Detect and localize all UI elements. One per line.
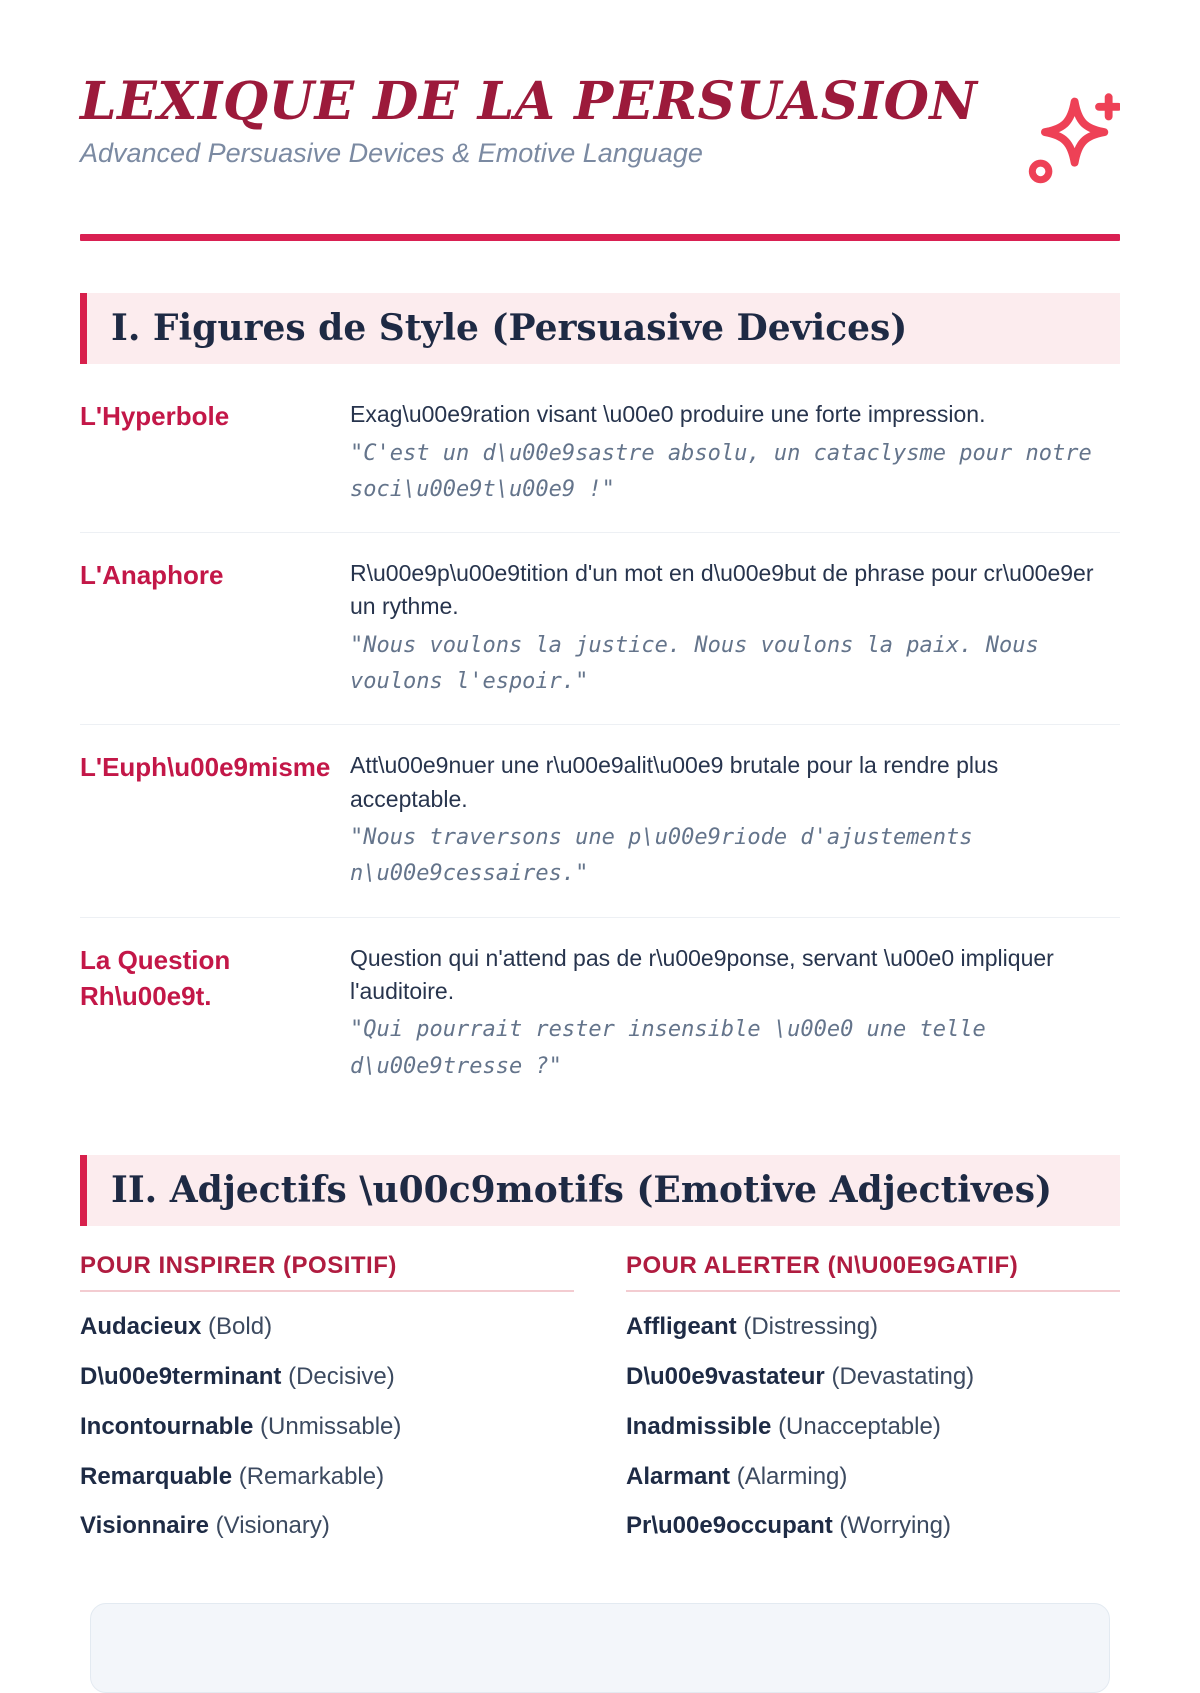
adjective-translation: (Devastating) [831,1362,975,1390]
adjective-column-heading: POUR INSPIRER (POSITIF) [80,1252,574,1292]
adjective-word: Inadmissible [626,1412,772,1440]
adjective-word: Pr\u00e9occupant [626,1512,833,1540]
adjective-columns [80,1252,1120,1541]
adjective-items [80,1313,574,1541]
adjective-translation: (Bold) [208,1313,273,1341]
adjective-item [80,1512,574,1541]
figure-example: "C'est un d\u00e9sastre absolu, un cataclysme pour notre soci\u00e9t\u00e9 !" [350,440,1092,502]
adjective-item [626,1463,1120,1492]
adjective-column [80,1252,574,1541]
figure-text-block [350,749,1120,892]
adjective-column-heading: POUR ALERTER (N\U00E9GATIF) [626,1252,1120,1292]
adjective-word: Remarquable [80,1462,233,1490]
adjective-item [80,1463,574,1492]
section-1-title: I. Figures de Style (Persuasive Devices) [80,293,1120,364]
figure-entry [80,724,1120,916]
header [80,0,1120,241]
adjective-translation: (Remarkable) [238,1462,385,1490]
adjective-item [80,1363,574,1392]
figure-example: "Nous traversons une p\u00e9riode d'ajustements n\u00e9cessaires." [350,825,973,887]
adjective-column [626,1252,1120,1541]
title-block [80,72,977,169]
adjective-word: Audacieux [80,1313,202,1341]
adjective-word: Incontournable [80,1412,254,1440]
adjective-translation: (Unacceptable) [778,1412,941,1440]
header-rule [80,234,1120,241]
sparkle-icon [1024,90,1120,190]
adjective-item [626,1313,1120,1342]
adjective-item [80,1313,574,1342]
adjective-translation: (Alarming) [736,1462,848,1490]
figure-text-block [350,942,1120,1085]
adjective-translation: (Unmissable) [260,1412,402,1440]
figure-entry [80,532,1120,724]
section-2-title: II. Adjectifs \u00c9motifs (Emotive Adjectives) [80,1155,1120,1226]
adjective-word: D\u00e9vastateur [626,1362,825,1390]
figure-term: L'Hyperbole [80,401,230,432]
figure-term: L'Euph\u00e9misme [80,752,331,783]
figure-term: L'Anaphore [80,560,224,591]
adjective-translation: (Decisive) [288,1362,395,1390]
figure-definition: Exag\u00e9ration visant \u00e0 produire une forte impression. [350,401,986,428]
figure-text-block [350,398,1120,508]
adjective-word: D\u00e9terminant [80,1362,282,1390]
figures-list [80,392,1120,1109]
figure-definition: R\u00e9p\u00e9tition d'un mot en d\u00e9but de phrase pour cr\u00e9er un rythme. [350,560,1094,620]
figure-example: "Qui pourrait rester insensible \u00e0 une telle d\u00e9tresse ?" [350,1017,986,1079]
page-title: LEXIQUE DE LA PERSUASION [80,71,978,132]
section-adjectifs-emotifs [80,1155,1120,1541]
figure-entry [80,917,1120,1109]
figure-text-block [350,557,1120,700]
figure-definition: Question qui n'attend pas de r\u00e9ponse, servant \u00e0 impliquer l'auditoire. [350,944,1054,1005]
adjective-word: Affligeant [626,1313,737,1341]
adjective-translation: (Distressing) [743,1313,879,1341]
adjective-word: Visionnaire [80,1512,209,1540]
adjective-translation: (Visionary) [215,1512,330,1540]
figure-example: "Nous voulons la justice. Nous voulons la paix. Nous voulons l'espoir." [350,632,1039,695]
adjective-item [80,1413,574,1442]
adjective-item [626,1413,1120,1442]
adjective-translation: (Worrying) [839,1512,951,1540]
adjective-items [626,1313,1120,1541]
adjective-item [626,1363,1120,1392]
figure-entry [80,392,1120,532]
figure-definition: Att\u00e9nuer une r\u00e9alit\u00e9 brutale pour la rendre plus acceptable. [350,752,999,812]
adjective-item [626,1512,1120,1541]
bottom-card [90,1603,1110,1693]
page-subtitle: Advanced Persuasive Devices & Emotive Language [80,137,703,168]
section-figures-de-style [80,293,1120,1109]
figure-term: La Question Rh\u00e9t. [80,944,231,1012]
adjective-word: Alarmant [626,1462,731,1490]
